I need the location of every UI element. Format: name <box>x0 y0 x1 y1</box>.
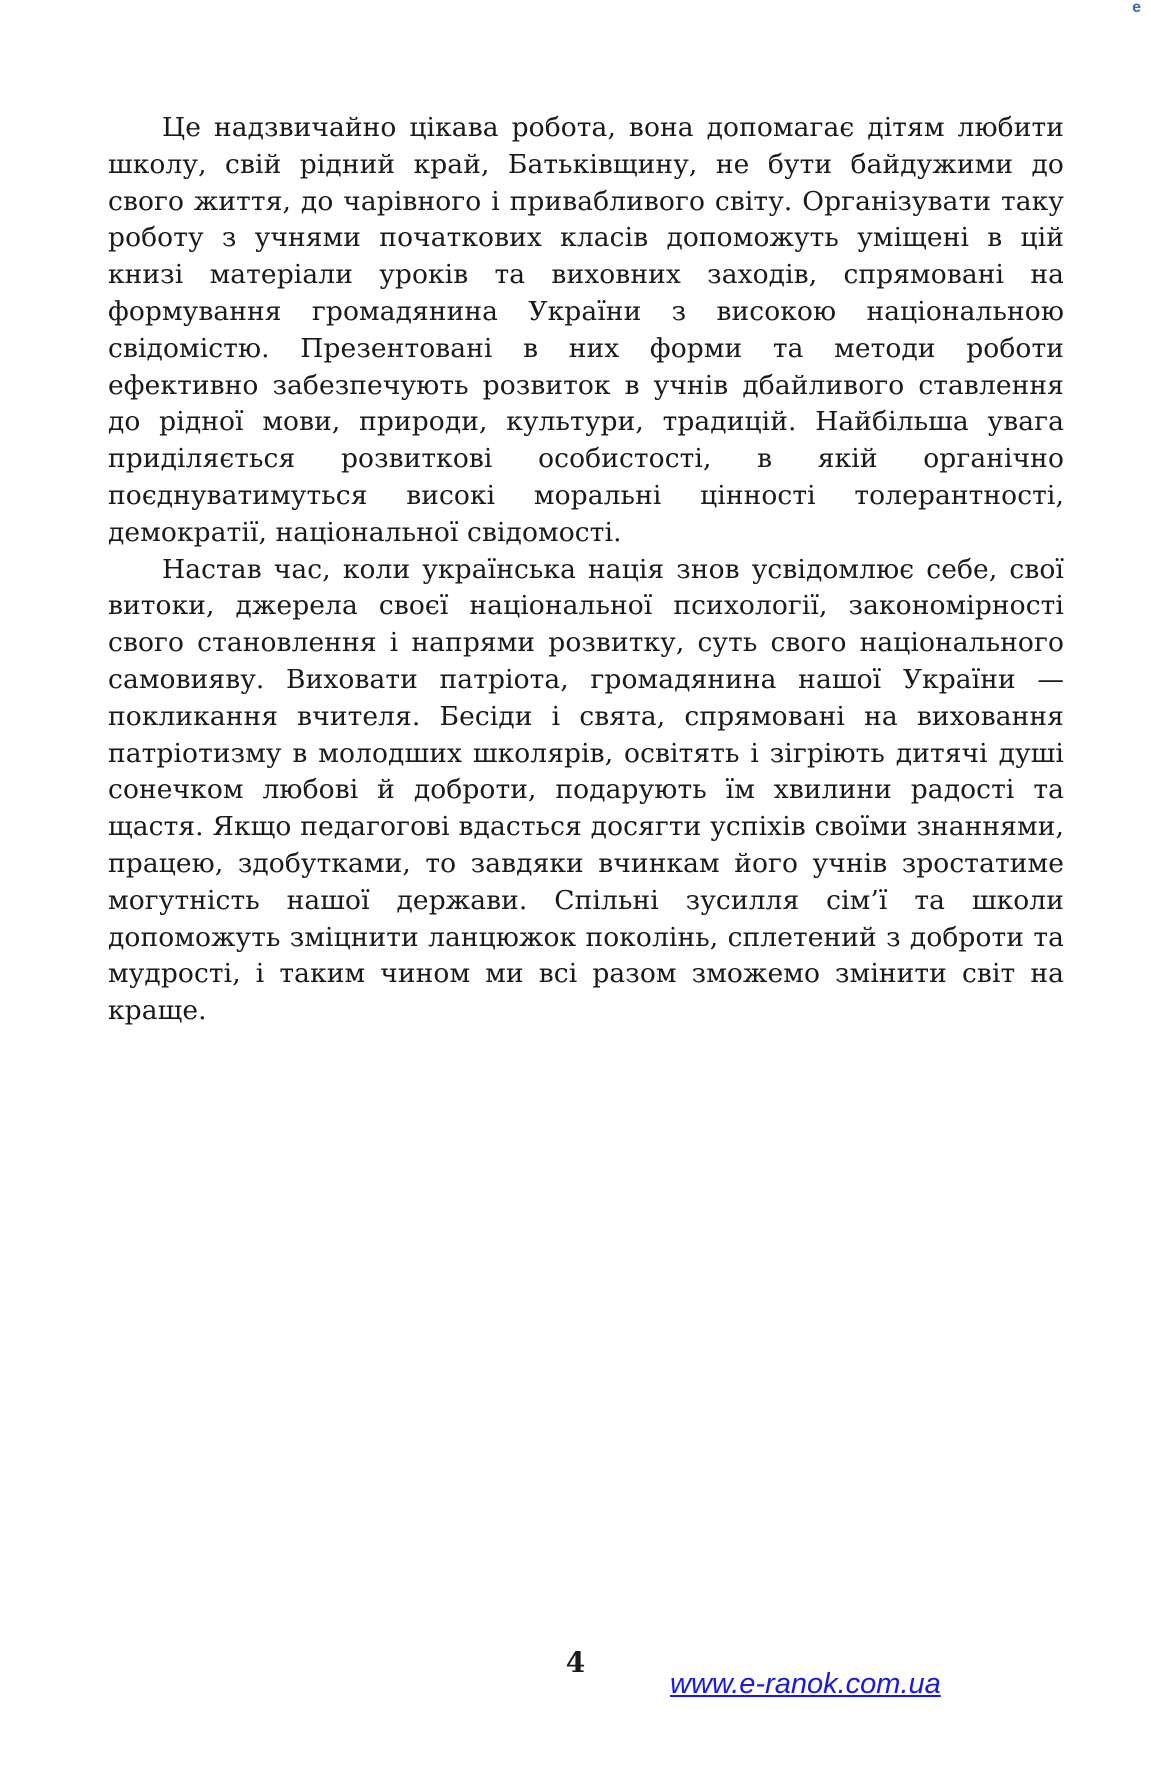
body-text <box>108 110 1064 1030</box>
website-link[interactable]: www.e-ranok.com.ua <box>670 1668 941 1700</box>
paragraph-1: Це надзвичайно цікава робота, вона допомагає дітям любити школу, свій рідний край, Батьківщину, не бути байдужими до свого життя, до чарівного і привабливого світу. Організувати таку роботу з учнями початкових класів допоможуть уміщені в цій книзі матеріали уроків та виховних заходів, спрямовані на формування громадянина України з високою національною свідомістю. Презентовані в них форми та методи роботи ефективно забезпечують розвиток в учнів дбайливого ставлення до рідної мови, природи, культури, традицій. Найбільша увага приділяється розвиткові особистості, в якій органічно поєднуватимуться високі моральні цінності толерантності, демократії, національної свідомості. <box>108 112 1064 548</box>
corner-logo-mark: e <box>1132 0 1141 16</box>
page-number: 4 <box>565 1646 586 1679</box>
paragraph-2: Настав час, коли українська нація знов усвідомлює себе, свої витоки, джерела своєї національної психології, закономірності свого становлення і напрями розвитку, суть свого національного самовияву. Виховати патріота, громадянина нашої України — покликання вчителя. Бесіди і свята, спрямовані на виховання патріотизму в молодших школярів, освітять і зігріють дитячі душі сонечком любові й доброти, подарують їм хвилини радості та щастя. Якщо педагогові вдасться досягти успіхів своїми знаннями, працею, здобутками, то завдяки вчинкам його учнів зростатиме могутність нашої держави. Спільні зусилля сім’ї та школи допоможуть зміцнити ланцюжок поколінь, сплетений з доброти та мудрості, і таким чином ми всі разом зможемо змінити світ на краще. <box>108 553 1064 1027</box>
